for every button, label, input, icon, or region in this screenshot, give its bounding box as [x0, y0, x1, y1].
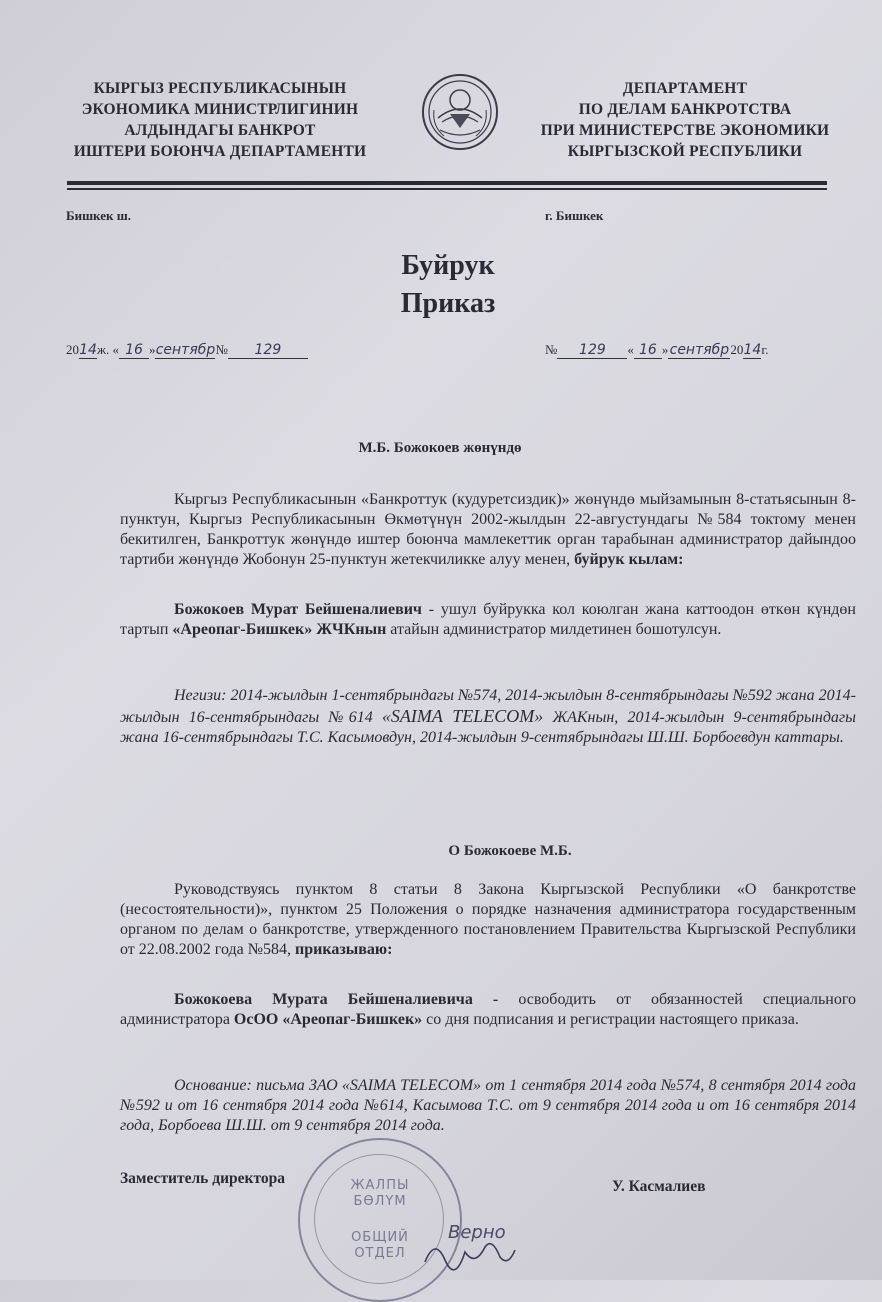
handwritten-note: Верно	[448, 1222, 506, 1243]
decision-kg	[120, 600, 856, 640]
handwritten-day: 16	[119, 342, 149, 359]
handwritten-number: 129	[557, 342, 627, 359]
stamp-text: ЖАЛПЫ	[350, 1178, 410, 1193]
person-kg: Божокоев Мурат Бейшеналиевич	[174, 601, 422, 618]
stamp-text: ОТДЕЛ	[354, 1246, 406, 1261]
decision-ru	[120, 990, 856, 1030]
title-kg: Буйрук	[401, 250, 495, 281]
header-right-line: КЫРГЫЗСКОЙ РЕСПУБЛИКИ	[567, 143, 803, 160]
date-text: 20	[66, 342, 79, 357]
handwritten-day: 16	[634, 342, 662, 359]
preamble-kg-text: Кыргыз Республикасынын «Банкроттук (кудуретсиздик)» жөнүндө мыйзамынын 8-статьясынын 8-пунктун, Кыргыз Республикасынын Өкмөтүнүн 2002-жылдын 22-августундагы №584 токтому менен бекитилген, Банкроттук жөнүндө иштер боюнча мамлекеттик орган тарабынан администратор дайындоо тартиби жөнүндө Жобонун 25-пунктун жетекчиликке алуу менен,	[120, 491, 856, 568]
preamble-ru	[120, 880, 856, 960]
city-right: г. Бишкек	[545, 208, 604, 223]
decision-ru-text-2: со дня подписания и регистрации настоящего приказа.	[422, 1011, 799, 1028]
header-right	[535, 78, 835, 162]
date-text: »	[661, 342, 669, 357]
official-stamp	[298, 1138, 462, 1302]
header-left	[70, 78, 370, 162]
decision-ru-text: освободить от обязанностей специального администратора	[120, 991, 857, 1028]
date-line-left	[66, 342, 308, 359]
company-kg: «Ареопаг-Бишкек» ЖЧКнын	[172, 621, 387, 638]
handwritten-year: 14	[743, 342, 762, 358]
date-text: «	[627, 342, 634, 357]
header-divider	[67, 181, 827, 185]
date-text: »	[148, 342, 156, 357]
basis-kg-text-2: ЖАКнын, 2014-жылдын 9-сентябрындагы жана 16-сентябрындагы Т.С. Касымовдун, 2014-жылдын 9-сентябрындагы Ш.Ш. Борбоевдун каттары.	[120, 709, 856, 746]
kyrgyz-state-emblem-icon	[420, 70, 500, 154]
header-left-line: ИШТЕРИ БОЮНЧА ДЕПАРТАМЕНТИ	[73, 143, 367, 160]
preamble-kg	[120, 490, 856, 570]
person-ru: Божокоева Мурата Бейшеналиевича -	[174, 991, 499, 1008]
signatory-name: У. Касмалиев	[612, 1178, 706, 1195]
header-left-line: АЛДЫНДАГЫ БАНКРОТ	[124, 122, 316, 139]
stamp-text: БӨЛҮМ	[353, 1194, 407, 1209]
date-text: №	[215, 342, 228, 357]
city-left: Бишкек ш.	[66, 208, 131, 223]
date-text: 20	[730, 342, 744, 357]
order-word-kg: буйрук кылам:	[574, 551, 684, 568]
handwritten-month: сентябр	[669, 342, 730, 358]
basis-kg-company: «SAIMA TELECOM»	[381, 706, 544, 726]
header-right-line: ПО ДЕЛАМ БАНКРОТСТВА	[578, 101, 792, 118]
order-word-ru: приказываю:	[295, 941, 393, 958]
date-text: №	[545, 342, 558, 357]
handwritten-number: 129	[228, 342, 308, 359]
header-right-line: ДЕПАРТАМЕНТ	[622, 80, 748, 97]
date-line-right	[545, 342, 769, 359]
handwritten-signature	[420, 1232, 520, 1272]
header-right-line: ПРИ МИНИСТЕРСТВЕ ЭКОНОМИКИ	[540, 122, 830, 139]
basis-kg-text: Негизи: 2014-жылдын 1-сентябрындагы №574, 2014-жылдын 8-сентябрындагы №592 жана 2014-жылдын 16-сентябрындагы №614	[120, 687, 856, 726]
basis-kg	[120, 686, 856, 748]
preamble-ru-text: Руководствуясь пунктом 8 статьи 8 Закона Кыргызской Республики «О банкротстве (несостоятельности)», пунктом 25 Положения о порядке назначения администратора государственным органом по делам о банкротстве, утвержденного постановлением Правительства Кыргызской Республики от 22.08.2002 года №584,	[120, 881, 856, 958]
date-text: г.	[761, 342, 769, 357]
header-left-line: ЭКОНОМИКА МИНИСТРЛИГИНИН	[81, 101, 359, 118]
signatory-position: Заместитель директора	[120, 1170, 285, 1187]
handwritten-month: сентябр	[155, 342, 216, 358]
handwritten-year: 14	[79, 342, 97, 358]
stamp-text: ОБЩИЙ	[351, 1230, 409, 1245]
decision-kg-text: - ушул буйрукка кол коюлган жана каттоодон өткөн күндөн тартып	[120, 601, 856, 638]
decision-kg-text-2: атайын администратор милдетинен бошотулсун.	[386, 621, 722, 638]
header-left-line: КЫРГЫЗ РЕСПУБЛИКАСЫНЫН	[93, 80, 347, 97]
subject-ru: О Божокоеве М.Б.	[448, 843, 572, 859]
date-text: ж. «	[97, 342, 119, 357]
title-ru: Приказ	[400, 288, 496, 319]
header-divider-thin	[67, 188, 827, 190]
company-ru: ОсОО «Ареопаг-Бишкек»	[233, 1011, 423, 1028]
basis-ru: Основание: письма ЗАО «SAIMA TELECOM» от 1 сентября 2014 года №574, 8 сентября 2014 года №592 и от 16 сентября 2014 года №614, Касымова Т.С. от 9 сентября 2014 года и от 16 сентября 2014 года, Борбоева Ш.Ш. от 9 сентября 2014 года.	[120, 1077, 856, 1134]
subject-kg: М.Б. Божокоев жөнүндө	[358, 440, 522, 456]
